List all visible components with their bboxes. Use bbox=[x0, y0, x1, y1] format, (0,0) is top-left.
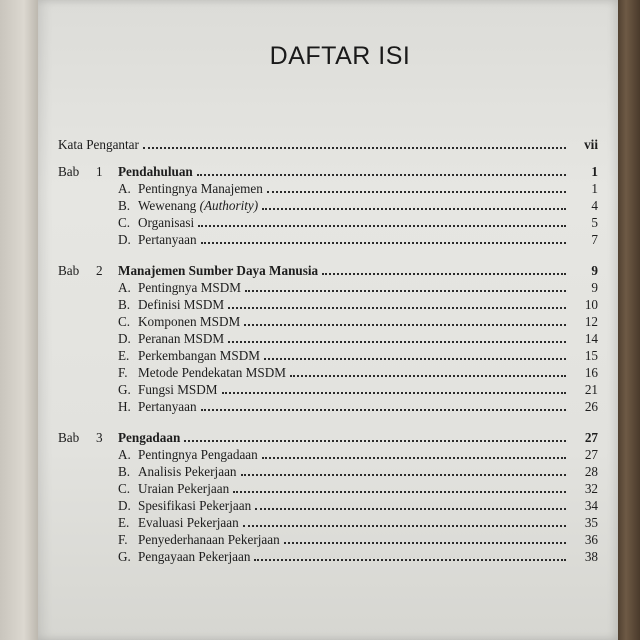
section-letter: C. bbox=[118, 314, 131, 329]
section-letter: A. bbox=[118, 447, 131, 462]
dot-leader bbox=[267, 191, 566, 193]
section-title: Komponen MSDM bbox=[138, 314, 241, 329]
section-title: Metode Pendekatan MSDM bbox=[138, 365, 286, 380]
toc-row-section bbox=[58, 330, 598, 347]
section-title: Spesifikasi Pekerjaan bbox=[138, 498, 252, 513]
toc-page-number: 7 bbox=[591, 232, 598, 247]
dot-leader bbox=[201, 409, 566, 411]
chapter-number: 3 bbox=[96, 430, 103, 445]
dot-leader bbox=[262, 208, 566, 210]
section-title: Wewenang (Authority) bbox=[138, 198, 259, 213]
section-letter: G. bbox=[118, 549, 131, 564]
page-title: DAFTAR ISI bbox=[269, 42, 411, 70]
section-title: Uraian Pekerjaan bbox=[138, 481, 230, 496]
toc-row-chapter bbox=[58, 163, 598, 180]
section-letter: D. bbox=[118, 498, 131, 513]
toc-row-section bbox=[58, 279, 598, 296]
dot-leader bbox=[143, 147, 566, 149]
book-page bbox=[38, 0, 618, 640]
dot-leader bbox=[254, 559, 566, 561]
toc-page-number: 10 bbox=[584, 297, 598, 312]
table-of-contents bbox=[58, 136, 598, 565]
toc-row-section bbox=[58, 514, 598, 531]
dot-leader bbox=[197, 174, 566, 176]
section-letter: H. bbox=[118, 399, 131, 414]
toc-row-chapter bbox=[58, 429, 598, 446]
toc-page-number: 5 bbox=[591, 215, 598, 230]
toc-row-section bbox=[58, 480, 598, 497]
toc-page-number: 34 bbox=[584, 498, 598, 513]
section-letter: E. bbox=[118, 515, 130, 530]
background-left-page bbox=[0, 0, 40, 640]
toc-page-number: 15 bbox=[584, 348, 598, 363]
toc-page-number: 27 bbox=[584, 447, 598, 462]
section-title: Pentingnya Manajemen bbox=[138, 181, 263, 196]
toc-page-number: 16 bbox=[584, 365, 598, 380]
chapter-title: Manajemen Sumber Daya Manusia bbox=[118, 263, 319, 278]
chapter-prefix: Bab bbox=[58, 263, 80, 278]
toc-page-number: 28 bbox=[584, 464, 598, 479]
toc-row-section bbox=[58, 364, 598, 381]
toc-row-section bbox=[58, 446, 598, 463]
section-letter: G. bbox=[118, 382, 131, 397]
dot-leader bbox=[228, 307, 566, 309]
toc-row-section bbox=[58, 381, 598, 398]
dot-leader bbox=[243, 525, 566, 527]
section-title: Pengayaan Pekerjaan bbox=[138, 549, 251, 564]
dot-leader bbox=[245, 290, 566, 292]
dot-leader bbox=[201, 242, 566, 244]
section-letter: B. bbox=[118, 198, 131, 213]
dot-leader bbox=[290, 375, 566, 377]
toc-page-number: 26 bbox=[584, 399, 598, 414]
toc-page-number: 32 bbox=[584, 481, 598, 496]
section-letter: B. bbox=[118, 297, 131, 312]
section-title: Penyederhanaan Pekerjaan bbox=[138, 532, 280, 547]
section-title: Organisasi bbox=[138, 215, 195, 230]
toc-row-section bbox=[58, 347, 598, 364]
chapter-title: Pengadaan bbox=[118, 430, 181, 445]
section-letter: E. bbox=[118, 348, 130, 363]
section-title: Fungsi MSDM bbox=[138, 382, 218, 397]
toc-row-section bbox=[58, 296, 598, 313]
toc-label: Kata Pengantar bbox=[58, 137, 139, 152]
section-letter: B. bbox=[118, 464, 131, 479]
section-title: Pentingnya Pengadaan bbox=[138, 447, 258, 462]
dot-leader bbox=[241, 474, 566, 476]
section-letter: A. bbox=[118, 181, 131, 196]
dot-leader bbox=[184, 440, 566, 442]
section-letter: A. bbox=[118, 280, 131, 295]
dot-leader bbox=[264, 358, 566, 360]
chapter-title: Pendahuluan bbox=[118, 164, 193, 179]
toc-row-section bbox=[58, 313, 598, 330]
toc-page-number: 35 bbox=[584, 515, 598, 530]
chapter-prefix: Bab bbox=[58, 164, 80, 179]
dot-leader bbox=[244, 324, 566, 326]
toc-page-number: 9 bbox=[591, 263, 598, 278]
toc-page-number: 14 bbox=[584, 331, 598, 346]
dot-leader bbox=[233, 491, 566, 493]
toc-row-section bbox=[58, 197, 598, 214]
toc-row-section bbox=[58, 214, 598, 231]
dot-leader bbox=[222, 392, 566, 394]
section-title: Analisis Pekerjaan bbox=[138, 464, 237, 479]
section-letter: C. bbox=[118, 215, 131, 230]
section-title: Evaluasi Pekerjaan bbox=[138, 515, 239, 530]
toc-page-number: 1 bbox=[591, 181, 598, 196]
toc-row-section bbox=[58, 548, 598, 565]
toc-row-section bbox=[58, 531, 598, 548]
dot-leader bbox=[284, 542, 566, 544]
toc-page-number: 12 bbox=[584, 314, 598, 329]
toc-page-number: vii bbox=[584, 137, 598, 152]
section-letter: F. bbox=[118, 532, 128, 547]
chapter-number: 2 bbox=[96, 263, 103, 278]
toc-page-number: 36 bbox=[584, 532, 598, 547]
toc-page-number: 4 bbox=[591, 198, 598, 213]
chapter-number: 1 bbox=[96, 164, 103, 179]
dot-leader bbox=[262, 457, 566, 459]
toc-page-number: 38 bbox=[584, 549, 598, 564]
toc-row-section bbox=[58, 231, 598, 248]
section-letter: D. bbox=[118, 232, 131, 247]
toc-page-number: 1 bbox=[591, 164, 598, 179]
section-title: Pentingnya MSDM bbox=[138, 280, 241, 295]
toc-row-preface bbox=[58, 136, 598, 153]
toc-row-section bbox=[58, 398, 598, 415]
toc-row-chapter bbox=[58, 262, 598, 279]
toc-row-section bbox=[58, 463, 598, 480]
dot-leader bbox=[198, 225, 566, 227]
dot-leader bbox=[322, 273, 566, 275]
dot-leader bbox=[255, 508, 566, 510]
section-letter: C. bbox=[118, 481, 131, 496]
section-letter: D. bbox=[118, 331, 131, 346]
chapter-prefix: Bab bbox=[58, 430, 80, 445]
section-letter: F. bbox=[118, 365, 128, 380]
toc-row-section bbox=[58, 180, 598, 197]
dot-leader bbox=[228, 341, 566, 343]
toc-page-number: 27 bbox=[584, 430, 598, 445]
section-title: Definisi MSDM bbox=[138, 297, 225, 312]
toc-row-section bbox=[58, 497, 598, 514]
section-title: Peranan MSDM bbox=[138, 331, 225, 346]
section-title: Perkembangan MSDM bbox=[138, 348, 260, 363]
section-title: Pertanyaan bbox=[138, 232, 197, 247]
toc-page-number: 21 bbox=[584, 382, 598, 397]
toc-page-number: 9 bbox=[591, 280, 598, 295]
section-title: Pertanyaan bbox=[138, 399, 197, 414]
